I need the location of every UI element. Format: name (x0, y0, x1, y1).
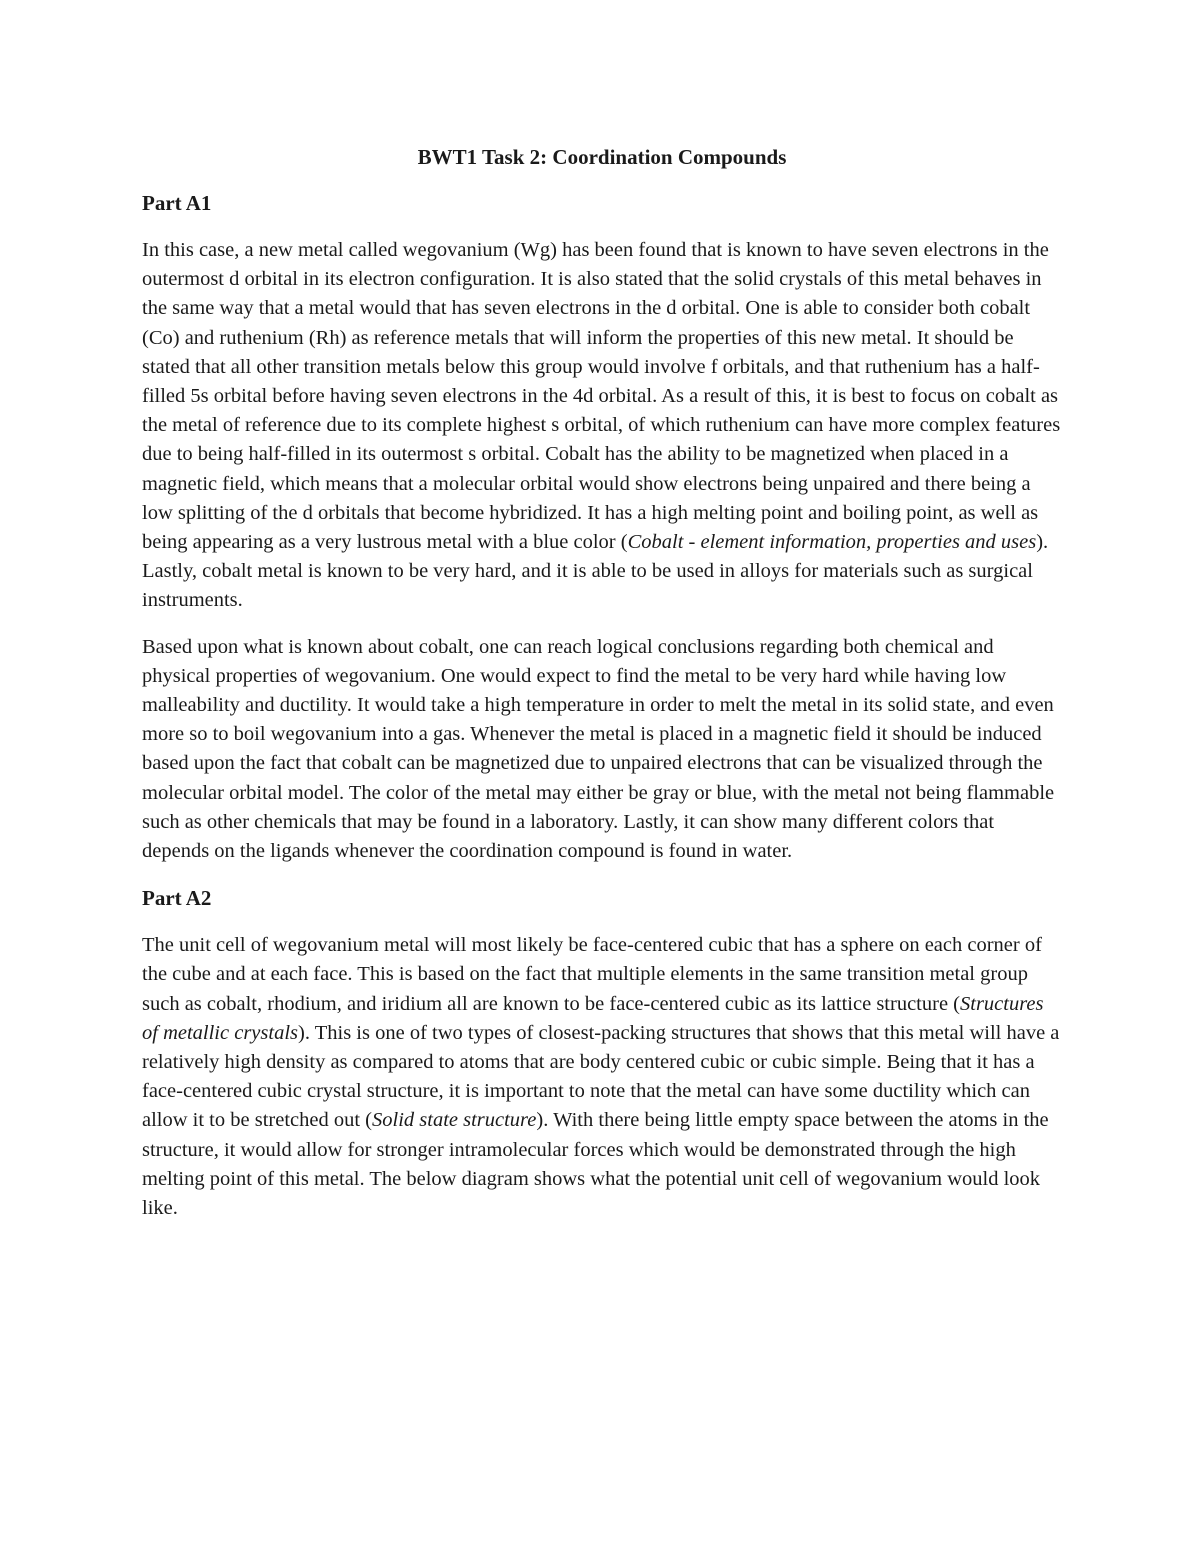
citation-cobalt: Cobalt - element information, properties and uses (627, 531, 1037, 554)
paragraph-text: In this case, a new metal called wegovanium (Wg) has been found that is known to have seven electrons in the outermost d orbital in its electron configuration. It is also stated that the solid crystals of this metal behaves in the same way that a metal would that has seven electrons in the d orbital. One is able to consider both cobalt (Co) and ruthenium (Rh) as reference metals that will inform the properties of this new metal. It should be stated that all other transition metals below this group would involve f orbitals, and that ruthenium has a half-filled 5s orbital before having seven electrons in the 4d orbital. As a result of this, it is best to focus on cobalt as the metal of reference due to its complete highest s orbital, of which ruthenium can have more complex features due to being half-filled in its outermost s orbital. Cobalt has the ability to be magnetized when placed in a magnetic field, which means that a molecular orbital would show electrons being unpaired and there being a low splitting of the d orbitals that become hybridized. It has a high melting point and boiling point, as well as being appearing as a very lustrous metal with a blue color ( (142, 239, 1061, 554)
section-heading-part-a2: Part A2 (142, 886, 212, 911)
section-heading-part-a1: Part A1 (142, 191, 212, 215)
document-title: BWT1 Task 2: Coordination Compounds (417, 145, 787, 169)
paragraph-text: The unit cell of wegovanium metal will most likely be face-centered cubic that has a sphere on each corner of the cube and at each face. This is based on the fact that multiple elements in the same transition metal group such as cobalt, rhodium, and iridium all are known to be face-centered cubic as its lattice structure ( (142, 934, 1042, 1015)
paragraph-text: ). This is one of two types of closest-packing structures that shows that this metal will have a relatively high density as compared to atoms that are body centered cubic or cubic simple. Being that it has a face-centered cubic crystal structure, it is important to note that the metal can have some ductility which can allow it to be stretched out ( (142, 1021, 1060, 1132)
paragraph-text: ). Lastly, cobalt metal is known to be very hard, and it is able to be used in alloys for materials such as surgical instruments. (142, 531, 1049, 612)
citation-structures-of-metallic-crystals: Structures of metallic crystals (142, 992, 1044, 1044)
paragraph-a1-2 (142, 633, 1062, 867)
citation-solid-state-structure: Solid state structure (372, 1109, 537, 1132)
paragraph-text: ). With there being little empty space between the atoms in the structure, it would allow for stronger intramolecular forces which would be demonstrated through the high melting point of this metal. The below diagram shows what the potential unit cell of wegovanium would look like. (142, 1109, 1049, 1220)
paragraph-a2-1 (142, 931, 1062, 1223)
paragraph-text: Based upon what is known about cobalt, one can reach logical conclusions regarding both chemical and physical properties of wegovanium. One would expect to find the metal to be very hard while having low malleability and ductility. It would take a high temperature in order to melt the metal in its solid state, and even more so to boil wegovanium into a gas. Whenever the metal is placed in a magnetic field it should be induced based upon the fact that cobalt can be magnetized due to unpaired electrons that can be visualized through the molecular orbital model. The color of the metal may either be gray or blue, with the metal not being flammable such as other chemicals that may be found in a laboratory. Lastly, it can show many different colors that depends on the ligands whenever the coordination compound is found in water. (142, 635, 1055, 863)
paragraph-a1-1 (142, 236, 1062, 616)
document-body (142, 140, 1062, 1240)
